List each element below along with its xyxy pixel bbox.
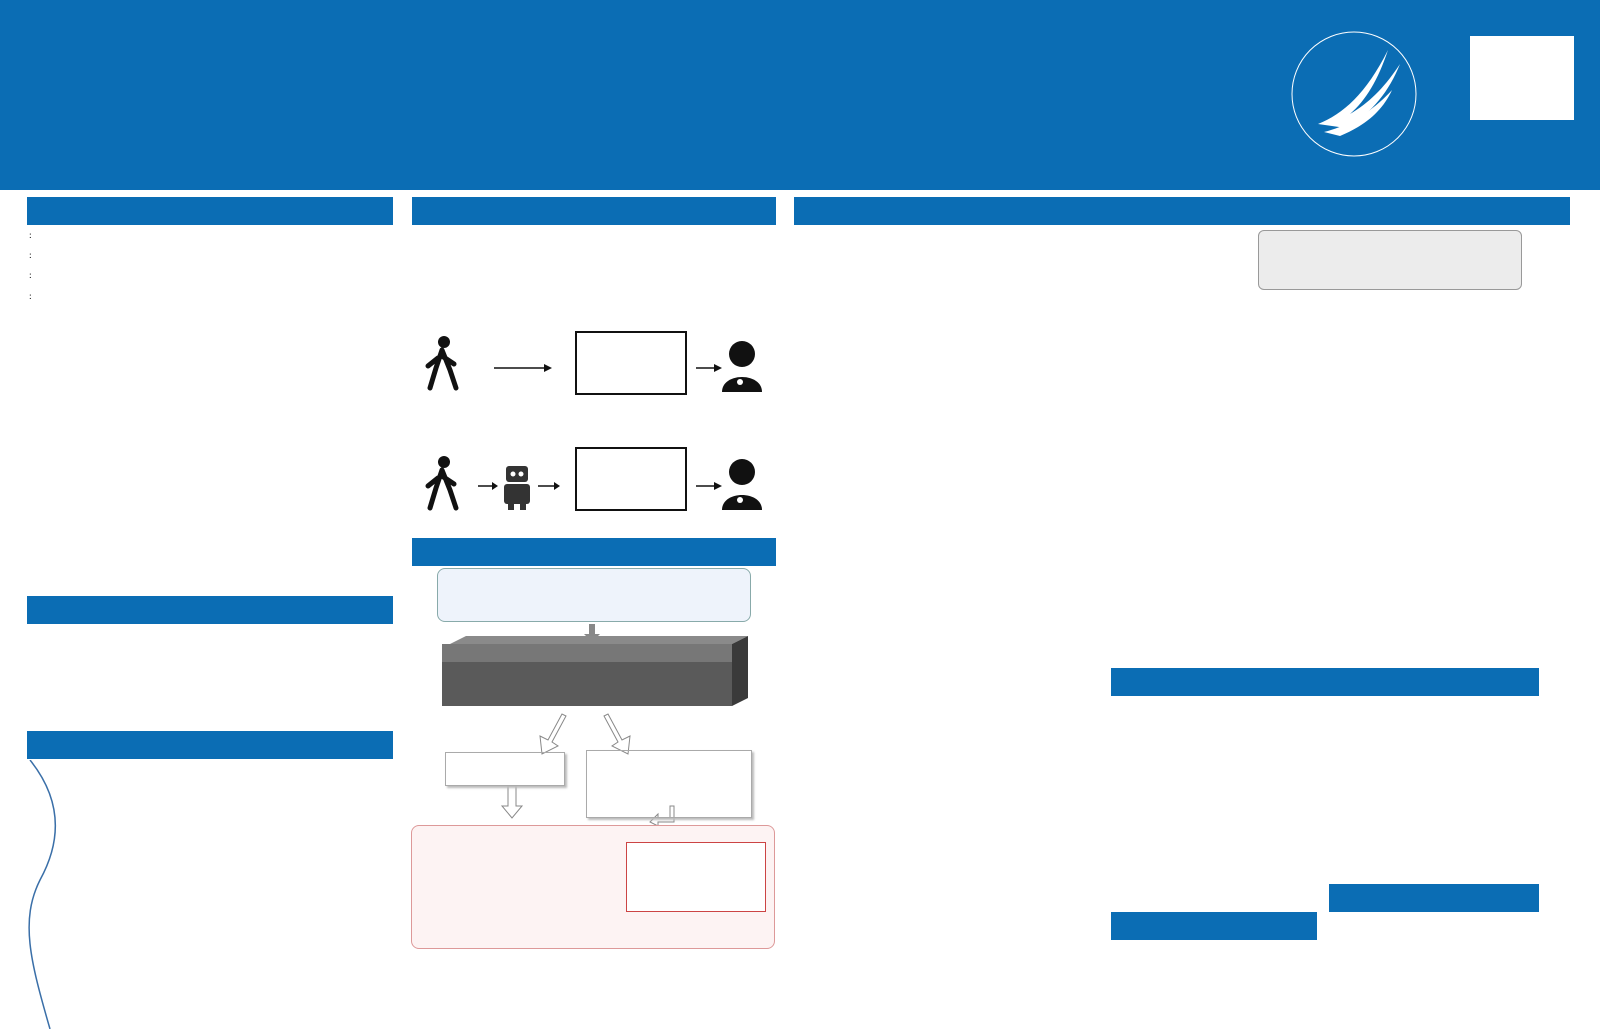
conclusion-heading <box>1111 668 1539 696</box>
w-fifo-box <box>445 752 565 786</box>
model-heading <box>412 197 776 225</box>
intro-arc <box>0 760 60 1029</box>
acknowledgement-heading <box>1111 912 1317 940</box>
abstract-heading <box>27 197 393 225</box>
abstract-body: : : : : <box>29 230 32 302</box>
references-heading <box>1329 884 1539 912</box>
hhs-seal-logo <box>1288 28 1420 160</box>
fda-logo <box>1470 36 1574 120</box>
metric-box <box>411 825 775 949</box>
w-prio-box <box>586 750 752 818</box>
robot-icon <box>504 466 530 510</box>
prio-diagram <box>414 428 776 524</box>
objective-heading <box>27 596 393 624</box>
radiologist-icon <box>722 459 762 510</box>
walking-patient-icon <box>428 336 456 388</box>
fifo-diagram <box>414 312 776 412</box>
poster-header <box>0 0 1600 190</box>
figure4-bottom-chart <box>790 802 1110 928</box>
queueing-heading <box>412 538 776 566</box>
assumption-box <box>1258 230 1522 290</box>
input-factors-box <box>437 568 751 622</box>
figure4-top-chart <box>790 666 1110 798</box>
radiologist-icon <box>722 341 762 392</box>
walking-patient-icon <box>428 456 456 508</box>
metric-note-box <box>626 842 766 912</box>
introduction-heading <box>27 731 393 759</box>
effectiveness-heading <box>794 197 1570 225</box>
